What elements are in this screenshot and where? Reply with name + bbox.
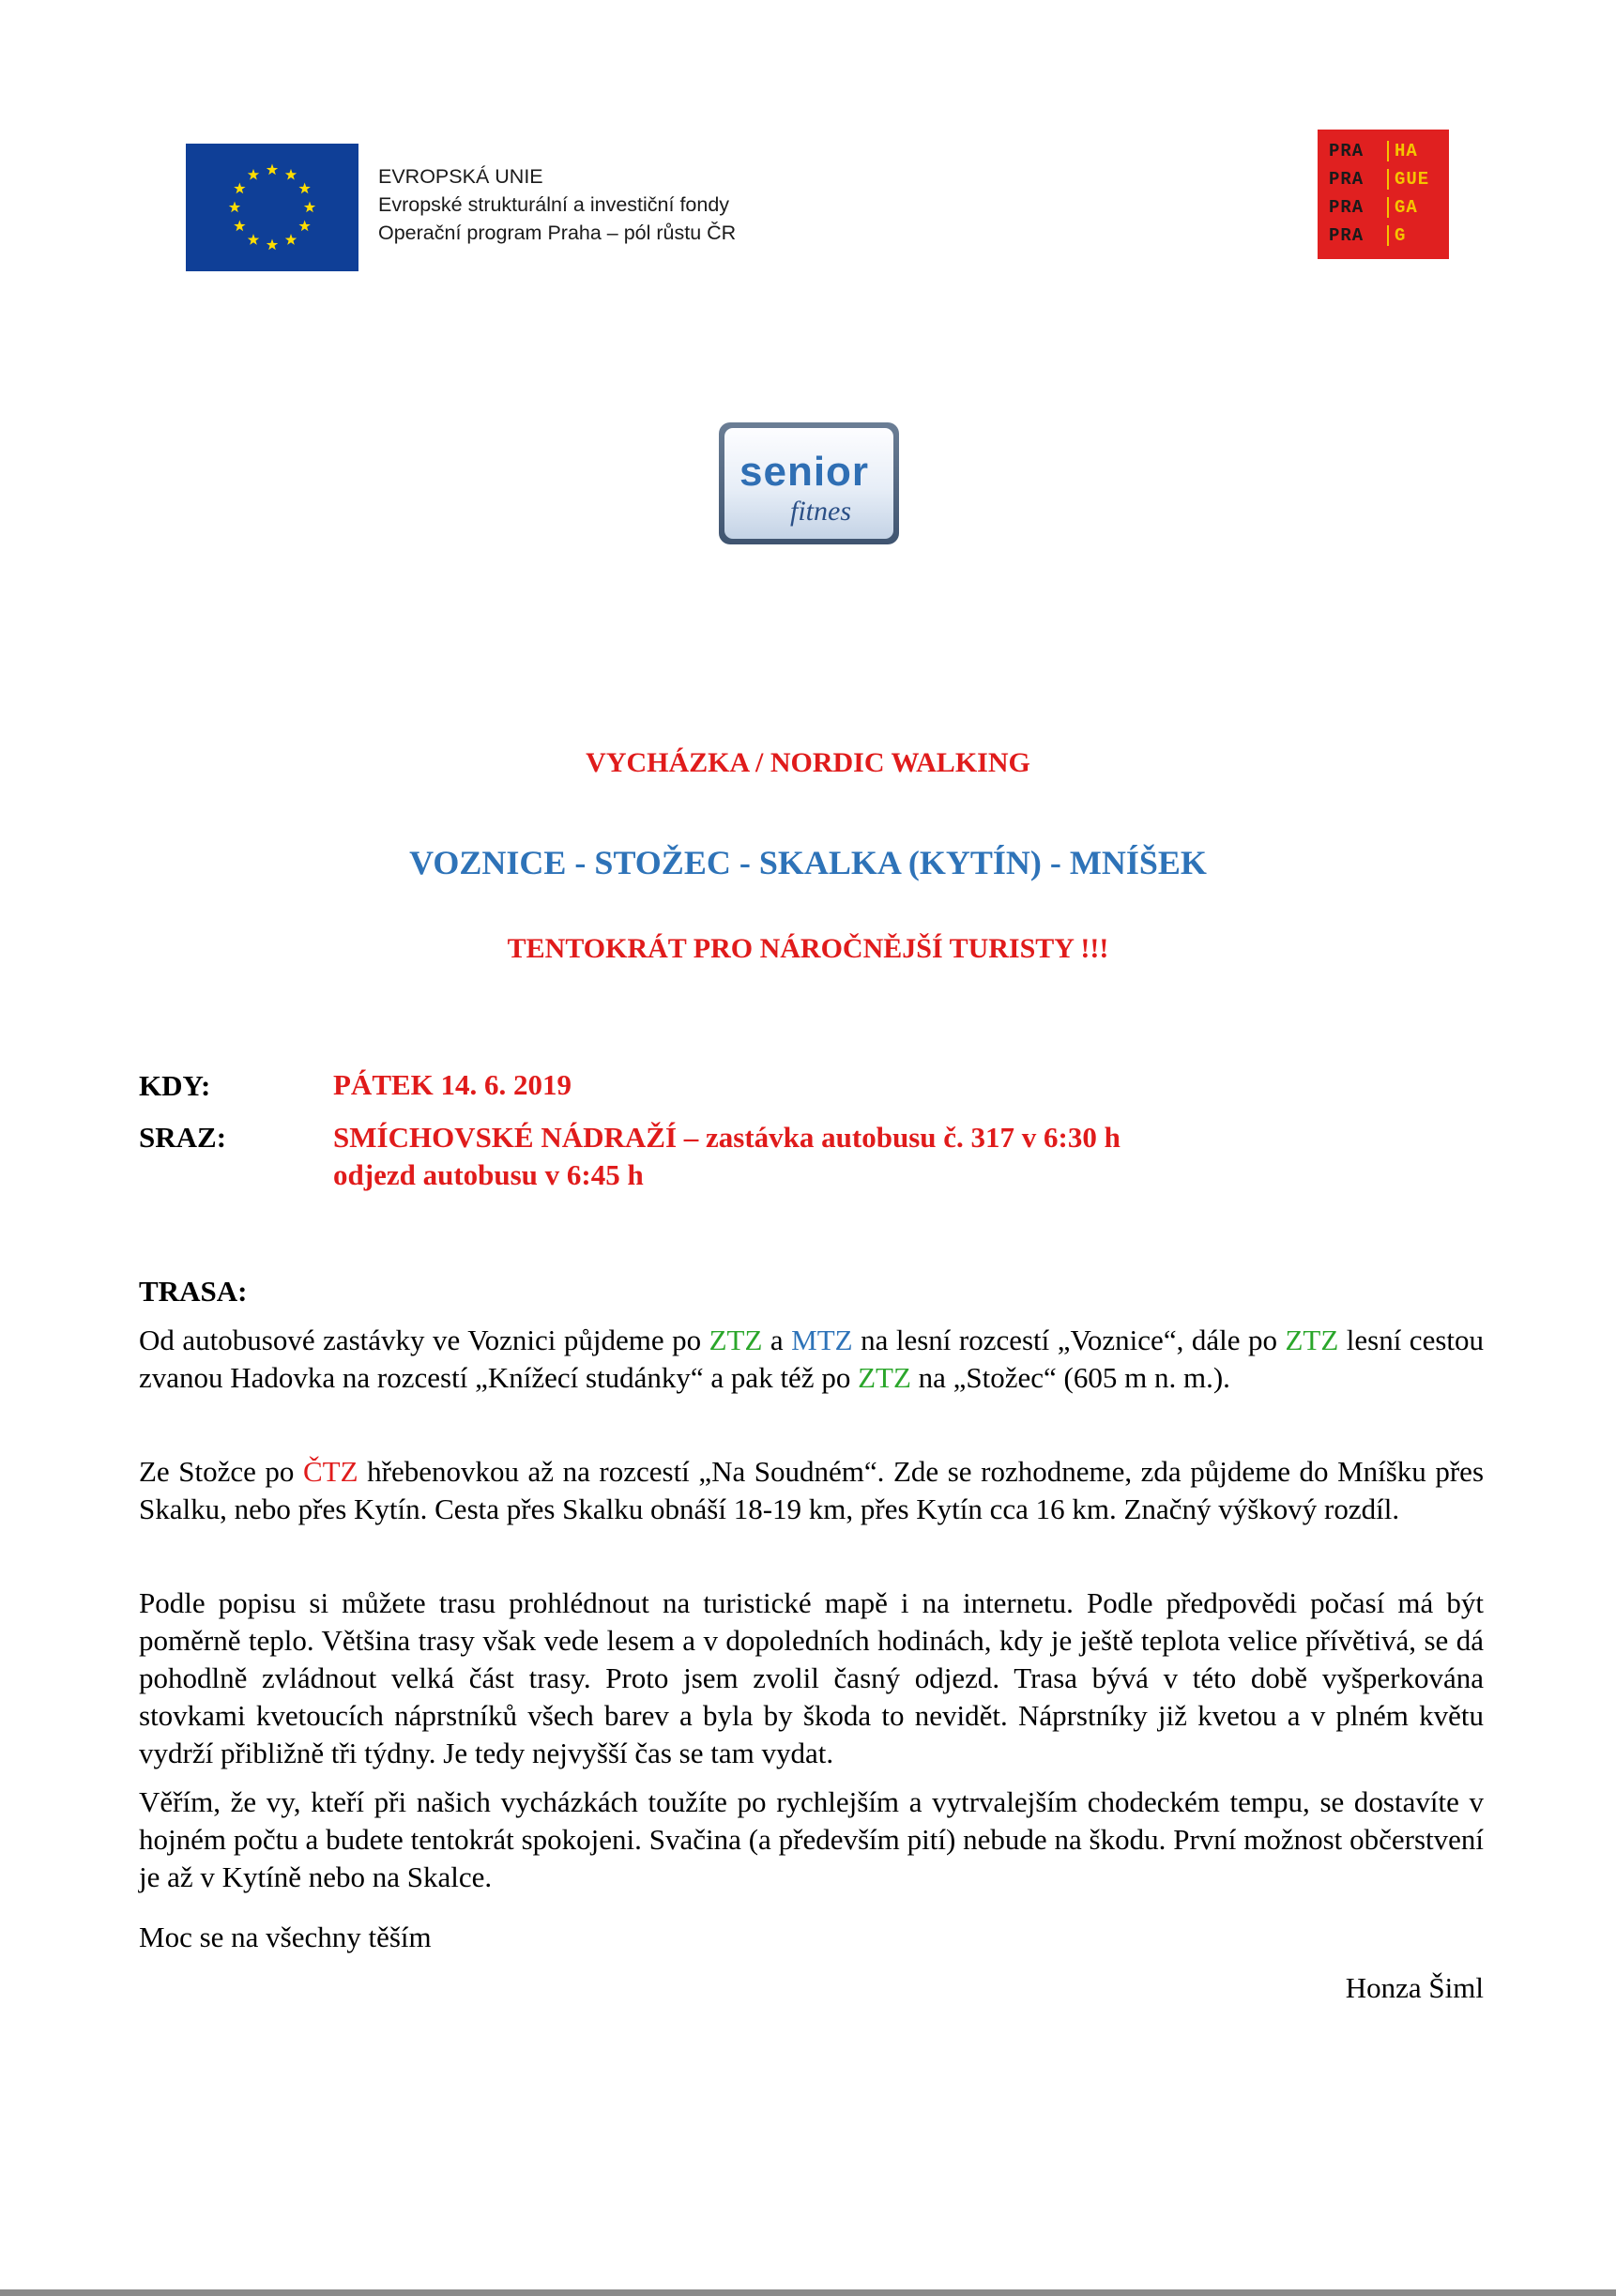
trail-mark-blue: MTZ — [791, 1324, 853, 1356]
eu-star-icon — [267, 239, 278, 251]
praha-logo-right: G — [1395, 225, 1407, 246]
kdy-value: PÁTEK 14. 6. 2019 — [333, 1068, 572, 1101]
event-type-title: VYCHÁZKA / NORDIC WALKING — [586, 747, 1030, 778]
sraz-line-1: SMÍCHOVSKÉ NÁDRAŽÍ – zastávka autobusu č. 317 v 6:30 h — [333, 1121, 1121, 1154]
trail-mark-green: ZTZ — [858, 1361, 911, 1394]
text-run: a — [762, 1324, 792, 1356]
praha-logo-row — [1318, 222, 1449, 250]
praha-logo-right: GUE — [1395, 169, 1430, 190]
praha-logo-left: PRA — [1329, 141, 1364, 161]
eu-stars-icon — [186, 144, 358, 271]
eu-flag-logo — [186, 144, 358, 271]
eu-star-icon — [229, 202, 240, 213]
sraz-line-2: odjezd autobusu v 6:45 h — [333, 1158, 644, 1191]
praha-logo-right: GA — [1395, 197, 1418, 218]
senior-logo-script: fitnes — [790, 496, 851, 527]
eu-star-icon — [248, 169, 259, 180]
sraz-value — [333, 1119, 1121, 1194]
praha-logo — [1318, 130, 1449, 259]
eu-title: EVROPSKÁ UNIE — [378, 165, 543, 188]
eu-star-icon — [298, 183, 310, 194]
sraz-label: SRAZ: — [139, 1121, 227, 1154]
closing-line: Moc se na všechny těším — [139, 1921, 432, 1953]
trail-mark-red: ČTZ — [303, 1455, 358, 1488]
eu-star-icon — [234, 221, 245, 232]
eu-funds-line: Evropské strukturální a investiční fondy — [378, 193, 730, 216]
eu-star-icon — [267, 164, 278, 176]
text-run: Ze Stožce po — [139, 1455, 303, 1488]
trail-mark-green: ZTZ — [1285, 1324, 1339, 1356]
text-run: na lesní rozcestí „Voznice“, dále po — [852, 1324, 1286, 1356]
eu-star-icon — [285, 234, 297, 245]
praha-logo-row — [1318, 165, 1449, 193]
difficulty-note: TENTOKRÁT PRO NÁROČNĚJŠÍ TURISTY !!! — [507, 933, 1109, 964]
senior-logo-word: senior — [739, 449, 870, 495]
route-paragraph-2 — [139, 1453, 1484, 1528]
praha-logo-left: PRA — [1329, 169, 1364, 190]
route-paragraph-3: Podle popisu si můžete trasu prohlédnout na turistické mapě i na internetu. Podle předpovědi počasí má být poměrně teplo. Většina trasy však vede lesem a v dopoledních hodinách, kdy je ještě teplota velice přívětivá, se dá pohodlně zvládnout velká část trasy. Proto jsem zvolil časný odjezd. Trasa bývá v této době vyšperkována stovkami kvetoucích náprstníků všech barev a byla by škoda to nevidět. Náprstníky již kvetou a v plném květu vydrží přibližně tři týdny. Je tedy nejvyšší čas se tam vydat. — [139, 1586, 1484, 1769]
text-run: hřebenovkou až na rozcestí „Na Soudném“. Zde se rozhodneme, zda půjdeme do Mníšku přes Skalku, nebo přes Kytín. Cesta přes Skalku obnáší 18-19 km, přes Kytín cca 16 km. Značný výškový rozdíl. — [139, 1455, 1485, 1525]
eu-star-icon — [304, 202, 315, 213]
praha-logo-left: PRA — [1329, 225, 1364, 246]
praha-logo-left: PRA — [1329, 197, 1364, 218]
route-paragraph-1 — [139, 1322, 1484, 1397]
text-run: Od autobusové zastávky ve Voznici půjdeme po — [139, 1324, 709, 1356]
eu-star-icon — [285, 169, 297, 180]
page-bottom-edge — [0, 2289, 1616, 2296]
route-title: VOZNICE - STOŽEC - SKALKA (KYTÍN) - MNÍŠEK — [409, 844, 1207, 881]
kdy-label: KDY: — [139, 1069, 211, 1102]
eu-star-icon — [298, 221, 310, 232]
trail-mark-green: ZTZ — [709, 1324, 763, 1356]
praha-logo-row — [1318, 193, 1449, 222]
eu-text-block — [378, 162, 736, 247]
eu-star-icon — [248, 234, 259, 245]
praha-logo-row — [1318, 137, 1449, 165]
text-run: na „Stožec“ (605 m n. m.). — [910, 1361, 1230, 1394]
eu-program-line: Operační program Praha – pól růstu ČR — [378, 222, 737, 244]
senior-fitnes-logo — [719, 422, 899, 544]
text-run: lesní cestou zvanou Hadovka na rozcestí „Knížecí studánky“ a pak též po — [139, 1324, 1484, 1394]
eu-star-icon — [234, 183, 245, 194]
praha-logo-right: HA — [1395, 141, 1418, 161]
route-paragraph-4: Věřím, že vy, kteří při našich vycházkách toužíte po rychlejším a vytrvalejším chodeckém tempu, se dostavíte v hojném počtu a budete tentokrát spokojeni. Svačina (a především pití) nebude na škodu. První možnost občerstvení je až v Kytíně nebo na Skalce. — [139, 1785, 1484, 1893]
signature: Honza Šiml — [1345, 1971, 1484, 2004]
trasa-label: TRASA: — [139, 1275, 248, 1308]
